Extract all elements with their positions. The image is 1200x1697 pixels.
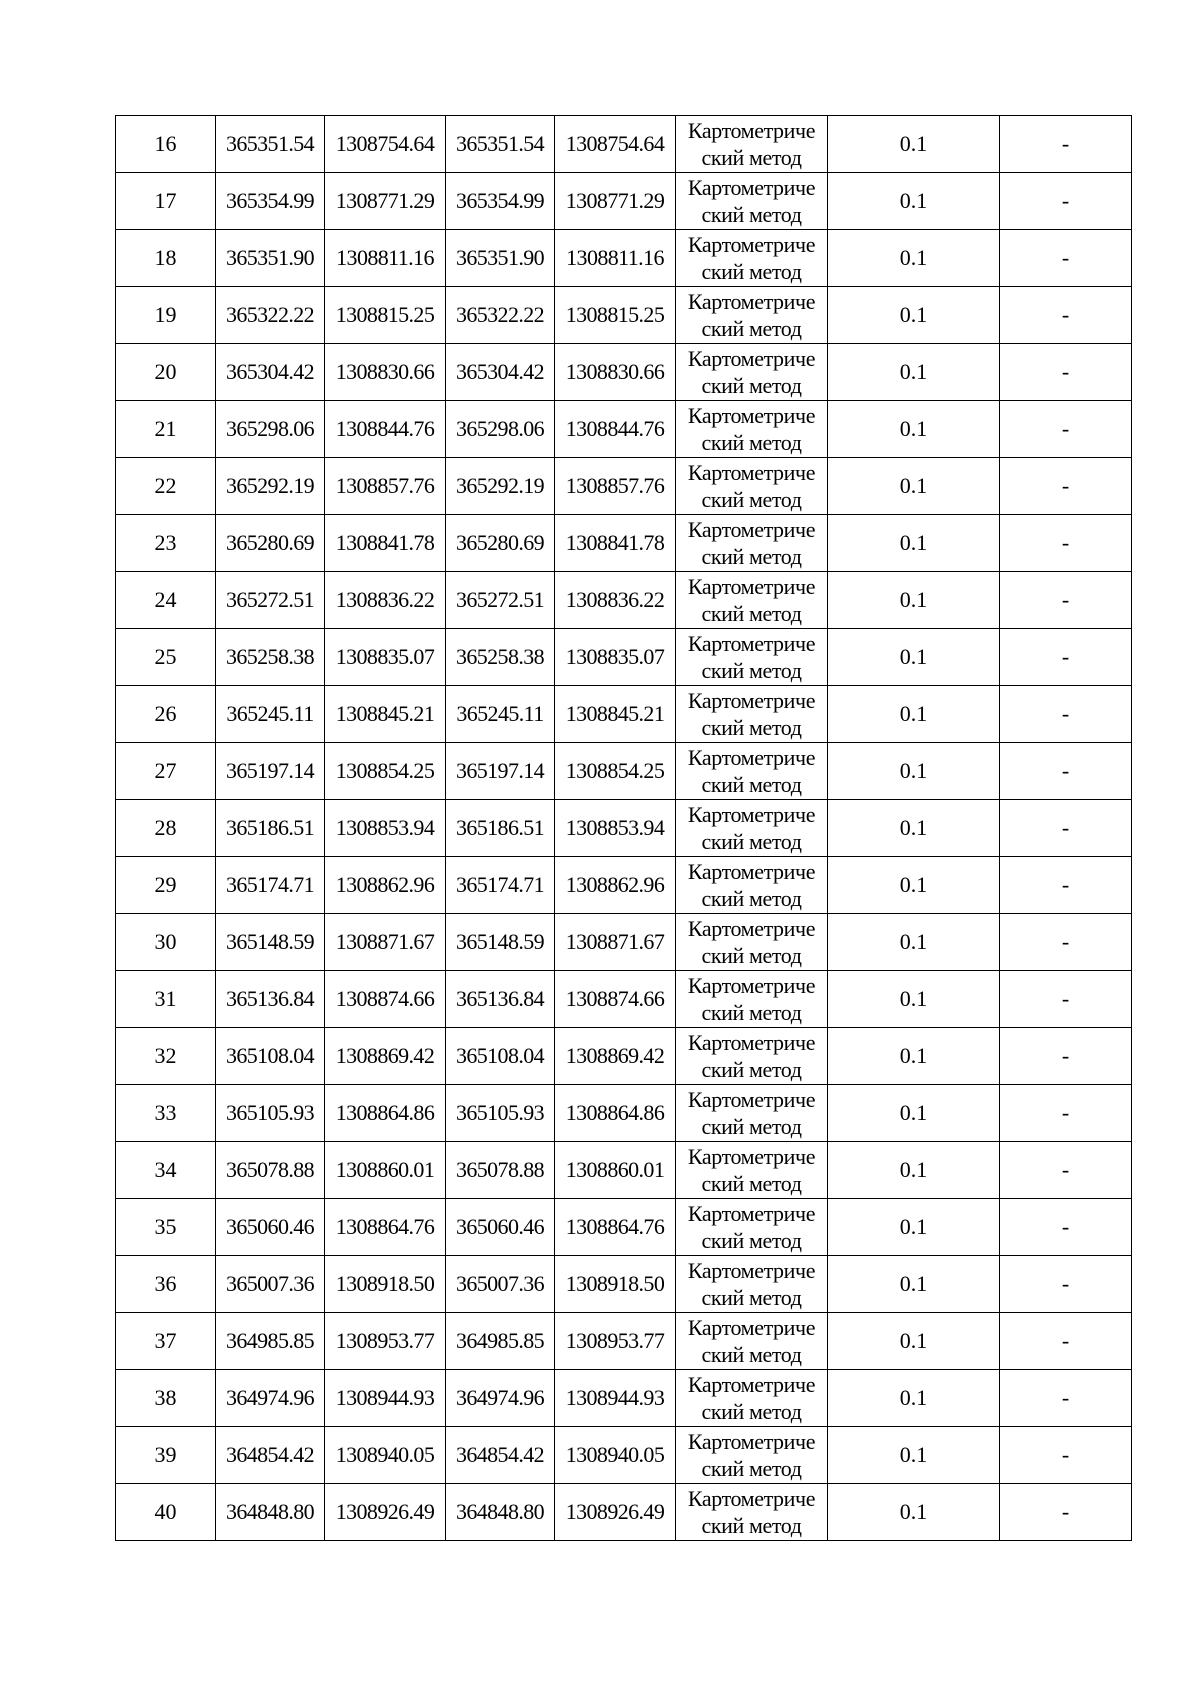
cell-existing-x: 365105.93	[216, 1085, 325, 1142]
cell-new-x: 365322.22	[446, 287, 555, 344]
cell-new-x: 365186.51	[446, 800, 555, 857]
cell-note: -	[1000, 230, 1132, 287]
cell-method: Картометриче ский метод	[676, 914, 828, 971]
cell-note: -	[1000, 1370, 1132, 1427]
table-row	[116, 914, 1132, 971]
cell-new-x: 365351.54	[446, 116, 555, 173]
table-row	[116, 1028, 1132, 1085]
cell-note: -	[1000, 1199, 1132, 1256]
cell-method: Картометриче ский метод	[676, 230, 828, 287]
cell-existing-y: 1308841.78	[325, 515, 446, 572]
table-row	[116, 515, 1132, 572]
cell-note: -	[1000, 800, 1132, 857]
cell-existing-y: 1308864.76	[325, 1199, 446, 1256]
cell-point-number: 17	[116, 173, 216, 230]
cell-existing-x: 365007.36	[216, 1256, 325, 1313]
cell-existing-x: 365148.59	[216, 914, 325, 971]
cell-new-y: 1308953.77	[555, 1313, 676, 1370]
cell-note: -	[1000, 1484, 1132, 1541]
cell-new-y: 1308944.93	[555, 1370, 676, 1427]
cell-method: Картометриче ский метод	[676, 1313, 828, 1370]
cell-note: -	[1000, 686, 1132, 743]
table-row	[116, 401, 1132, 458]
cell-new-y: 1308771.29	[555, 173, 676, 230]
table-row	[116, 230, 1132, 287]
cell-new-x: 365174.71	[446, 857, 555, 914]
cell-new-x: 364848.80	[446, 1484, 555, 1541]
cell-existing-x: 365136.84	[216, 971, 325, 1028]
cell-note: -	[1000, 401, 1132, 458]
table-row	[116, 458, 1132, 515]
cell-accuracy: 0.1	[828, 629, 1000, 686]
table-row	[116, 1085, 1132, 1142]
cell-note: -	[1000, 1142, 1132, 1199]
cell-existing-x: 364848.80	[216, 1484, 325, 1541]
cell-existing-y: 1308940.05	[325, 1427, 446, 1484]
cell-note: -	[1000, 1028, 1132, 1085]
cell-point-number: 31	[116, 971, 216, 1028]
cell-accuracy: 0.1	[828, 1085, 1000, 1142]
cell-point-number: 30	[116, 914, 216, 971]
cell-note: -	[1000, 1085, 1132, 1142]
cell-method: Картометриче ский метод	[676, 1142, 828, 1199]
cell-point-number: 21	[116, 401, 216, 458]
cell-new-y: 1308754.64	[555, 116, 676, 173]
table-row	[116, 686, 1132, 743]
cell-existing-y: 1308771.29	[325, 173, 446, 230]
cell-existing-x: 364974.96	[216, 1370, 325, 1427]
cell-new-x: 365105.93	[446, 1085, 555, 1142]
cell-existing-x: 365197.14	[216, 743, 325, 800]
cell-accuracy: 0.1	[828, 1256, 1000, 1313]
table-row	[116, 116, 1132, 173]
cell-note: -	[1000, 743, 1132, 800]
cell-new-y: 1308836.22	[555, 572, 676, 629]
cell-existing-x: 365298.06	[216, 401, 325, 458]
cell-note: -	[1000, 629, 1132, 686]
cell-method: Картометриче ский метод	[676, 1028, 828, 1085]
cell-new-y: 1308815.25	[555, 287, 676, 344]
cell-method: Картометриче ский метод	[676, 857, 828, 914]
cell-accuracy: 0.1	[828, 1028, 1000, 1085]
table-row	[116, 287, 1132, 344]
table-row	[116, 572, 1132, 629]
cell-point-number: 39	[116, 1427, 216, 1484]
table-body	[116, 116, 1132, 1541]
cell-existing-x: 365258.38	[216, 629, 325, 686]
cell-point-number: 33	[116, 1085, 216, 1142]
table-row	[116, 1142, 1132, 1199]
cell-existing-x: 365245.11	[216, 686, 325, 743]
cell-new-x: 365007.36	[446, 1256, 555, 1313]
cell-new-y: 1308854.25	[555, 743, 676, 800]
cell-note: -	[1000, 116, 1132, 173]
cell-method: Картометриче ский метод	[676, 572, 828, 629]
cell-point-number: 20	[116, 344, 216, 401]
cell-accuracy: 0.1	[828, 1427, 1000, 1484]
cell-method: Картометриче ский метод	[676, 515, 828, 572]
cell-method: Картометриче ский метод	[676, 686, 828, 743]
cell-new-y: 1308871.67	[555, 914, 676, 971]
cell-existing-y: 1308926.49	[325, 1484, 446, 1541]
cell-accuracy: 0.1	[828, 686, 1000, 743]
cell-method: Картометриче ский метод	[676, 344, 828, 401]
cell-new-y: 1308844.76	[555, 401, 676, 458]
cell-existing-y: 1308918.50	[325, 1256, 446, 1313]
cell-point-number: 36	[116, 1256, 216, 1313]
cell-accuracy: 0.1	[828, 1142, 1000, 1199]
cell-note: -	[1000, 1427, 1132, 1484]
table-row	[116, 1427, 1132, 1484]
cell-new-x: 365245.11	[446, 686, 555, 743]
cell-new-x: 365078.88	[446, 1142, 555, 1199]
table-row	[116, 1370, 1132, 1427]
cell-accuracy: 0.1	[828, 971, 1000, 1028]
cell-note: -	[1000, 1313, 1132, 1370]
cell-existing-x: 365292.19	[216, 458, 325, 515]
cell-method: Картометриче ский метод	[676, 1370, 828, 1427]
cell-new-x: 365258.38	[446, 629, 555, 686]
cell-new-y: 1308841.78	[555, 515, 676, 572]
cell-note: -	[1000, 458, 1132, 515]
cell-point-number: 18	[116, 230, 216, 287]
cell-method: Картометриче ский метод	[676, 287, 828, 344]
cell-accuracy: 0.1	[828, 344, 1000, 401]
table-row	[116, 1484, 1132, 1541]
cell-existing-y: 1308953.77	[325, 1313, 446, 1370]
cell-note: -	[1000, 287, 1132, 344]
cell-existing-x: 365060.46	[216, 1199, 325, 1256]
cell-existing-y: 1308844.76	[325, 401, 446, 458]
cell-new-x: 365298.06	[446, 401, 555, 458]
table-row	[116, 173, 1132, 230]
cell-existing-y: 1308811.16	[325, 230, 446, 287]
cell-new-y: 1308864.86	[555, 1085, 676, 1142]
cell-note: -	[1000, 914, 1132, 971]
cell-new-x: 365304.42	[446, 344, 555, 401]
cell-accuracy: 0.1	[828, 116, 1000, 173]
cell-existing-y: 1308845.21	[325, 686, 446, 743]
table-row	[116, 1199, 1132, 1256]
cell-method: Картометриче ский метод	[676, 116, 828, 173]
cell-existing-y: 1308830.66	[325, 344, 446, 401]
cell-new-y: 1308830.66	[555, 344, 676, 401]
cell-note: -	[1000, 857, 1132, 914]
cell-new-x: 365108.04	[446, 1028, 555, 1085]
cell-accuracy: 0.1	[828, 458, 1000, 515]
cell-accuracy: 0.1	[828, 515, 1000, 572]
cell-note: -	[1000, 344, 1132, 401]
cell-method: Картометриче ский метод	[676, 800, 828, 857]
cell-new-y: 1308869.42	[555, 1028, 676, 1085]
cell-point-number: 38	[116, 1370, 216, 1427]
cell-existing-y: 1308836.22	[325, 572, 446, 629]
cell-accuracy: 0.1	[828, 914, 1000, 971]
cell-accuracy: 0.1	[828, 173, 1000, 230]
cell-new-x: 365292.19	[446, 458, 555, 515]
cell-point-number: 22	[116, 458, 216, 515]
table-row	[116, 800, 1132, 857]
cell-new-x: 365351.90	[446, 230, 555, 287]
cell-new-x: 365060.46	[446, 1199, 555, 1256]
cell-method: Картометриче ский метод	[676, 743, 828, 800]
cell-point-number: 40	[116, 1484, 216, 1541]
cell-new-x: 365280.69	[446, 515, 555, 572]
cell-new-x: 365354.99	[446, 173, 555, 230]
cell-method: Картометриче ский метод	[676, 629, 828, 686]
cell-point-number: 19	[116, 287, 216, 344]
cell-existing-x: 365280.69	[216, 515, 325, 572]
cell-accuracy: 0.1	[828, 1370, 1000, 1427]
cell-method: Картометриче ский метод	[676, 971, 828, 1028]
cell-method: Картометриче ский метод	[676, 1484, 828, 1541]
cell-new-y: 1308940.05	[555, 1427, 676, 1484]
cell-new-y: 1308835.07	[555, 629, 676, 686]
cell-existing-x: 365322.22	[216, 287, 325, 344]
cell-point-number: 24	[116, 572, 216, 629]
cell-accuracy: 0.1	[828, 1199, 1000, 1256]
cell-new-x: 364985.85	[446, 1313, 555, 1370]
cell-method: Картометриче ский метод	[676, 1085, 828, 1142]
table-row	[116, 971, 1132, 1028]
coordinates-table	[115, 115, 1132, 1541]
cell-point-number: 25	[116, 629, 216, 686]
cell-existing-y: 1308864.86	[325, 1085, 446, 1142]
table-row	[116, 629, 1132, 686]
cell-existing-y: 1308835.07	[325, 629, 446, 686]
cell-new-y: 1308811.16	[555, 230, 676, 287]
cell-point-number: 27	[116, 743, 216, 800]
cell-accuracy: 0.1	[828, 287, 1000, 344]
cell-point-number: 32	[116, 1028, 216, 1085]
cell-accuracy: 0.1	[828, 800, 1000, 857]
cell-new-y: 1308860.01	[555, 1142, 676, 1199]
cell-existing-x: 365304.42	[216, 344, 325, 401]
cell-existing-y: 1308869.42	[325, 1028, 446, 1085]
cell-existing-x: 364854.42	[216, 1427, 325, 1484]
cell-existing-x: 365351.90	[216, 230, 325, 287]
cell-note: -	[1000, 173, 1132, 230]
cell-existing-x: 364985.85	[216, 1313, 325, 1370]
cell-new-x: 364854.42	[446, 1427, 555, 1484]
cell-accuracy: 0.1	[828, 401, 1000, 458]
cell-point-number: 34	[116, 1142, 216, 1199]
cell-new-y: 1308857.76	[555, 458, 676, 515]
cell-existing-x: 365078.88	[216, 1142, 325, 1199]
cell-point-number: 28	[116, 800, 216, 857]
cell-existing-y: 1308754.64	[325, 116, 446, 173]
cell-existing-x: 365351.54	[216, 116, 325, 173]
table-row	[116, 857, 1132, 914]
cell-existing-y: 1308857.76	[325, 458, 446, 515]
cell-new-y: 1308845.21	[555, 686, 676, 743]
cell-note: -	[1000, 1256, 1132, 1313]
cell-new-x: 365197.14	[446, 743, 555, 800]
cell-point-number: 16	[116, 116, 216, 173]
cell-note: -	[1000, 515, 1132, 572]
cell-point-number: 26	[116, 686, 216, 743]
cell-existing-y: 1308871.67	[325, 914, 446, 971]
cell-method: Картометриче ский метод	[676, 173, 828, 230]
cell-new-y: 1308874.66	[555, 971, 676, 1028]
cell-new-y: 1308862.96	[555, 857, 676, 914]
cell-existing-x: 365354.99	[216, 173, 325, 230]
cell-existing-y: 1308874.66	[325, 971, 446, 1028]
cell-new-x: 364974.96	[446, 1370, 555, 1427]
cell-method: Картометриче ский метод	[676, 401, 828, 458]
cell-method: Картометриче ский метод	[676, 1427, 828, 1484]
cell-existing-y: 1308854.25	[325, 743, 446, 800]
cell-note: -	[1000, 971, 1132, 1028]
cell-existing-x: 365186.51	[216, 800, 325, 857]
cell-new-y: 1308853.94	[555, 800, 676, 857]
cell-method: Картометриче ский метод	[676, 1256, 828, 1313]
table-row	[116, 1313, 1132, 1370]
cell-new-x: 365136.84	[446, 971, 555, 1028]
cell-accuracy: 0.1	[828, 1484, 1000, 1541]
cell-new-x: 365148.59	[446, 914, 555, 971]
cell-new-y: 1308926.49	[555, 1484, 676, 1541]
cell-point-number: 29	[116, 857, 216, 914]
cell-existing-y: 1308815.25	[325, 287, 446, 344]
cell-accuracy: 0.1	[828, 857, 1000, 914]
cell-point-number: 35	[116, 1199, 216, 1256]
cell-existing-x: 365108.04	[216, 1028, 325, 1085]
cell-existing-x: 365174.71	[216, 857, 325, 914]
table-row	[116, 1256, 1132, 1313]
cell-accuracy: 0.1	[828, 572, 1000, 629]
cell-new-y: 1308864.76	[555, 1199, 676, 1256]
cell-accuracy: 0.1	[828, 743, 1000, 800]
cell-new-y: 1308918.50	[555, 1256, 676, 1313]
cell-accuracy: 0.1	[828, 1313, 1000, 1370]
cell-existing-x: 365272.51	[216, 572, 325, 629]
cell-method: Картометриче ский метод	[676, 458, 828, 515]
cell-existing-y: 1308860.01	[325, 1142, 446, 1199]
cell-point-number: 23	[116, 515, 216, 572]
cell-new-x: 365272.51	[446, 572, 555, 629]
cell-point-number: 37	[116, 1313, 216, 1370]
cell-existing-y: 1308853.94	[325, 800, 446, 857]
cell-method: Картометриче ский метод	[676, 1199, 828, 1256]
cell-accuracy: 0.1	[828, 230, 1000, 287]
cell-note: -	[1000, 572, 1132, 629]
cell-existing-y: 1308944.93	[325, 1370, 446, 1427]
table-row	[116, 344, 1132, 401]
table-row	[116, 743, 1132, 800]
cell-existing-y: 1308862.96	[325, 857, 446, 914]
